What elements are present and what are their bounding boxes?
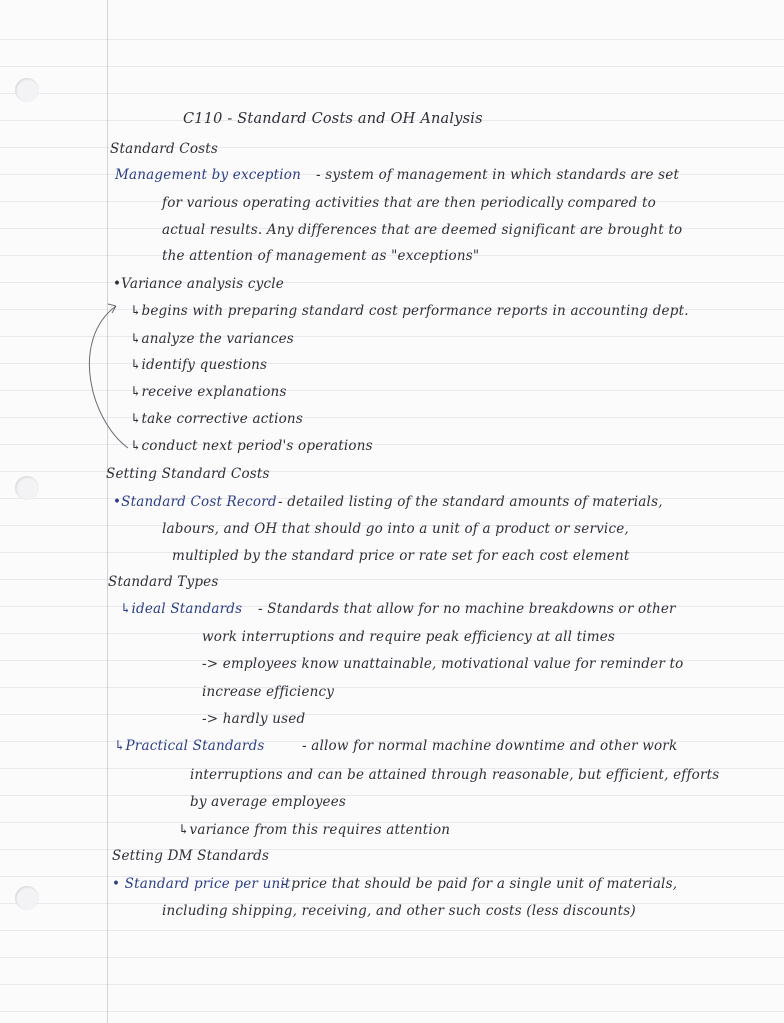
definition-line: - system of management in which standards are set [316,167,680,183]
cycle-step: ↳take corrective actions [130,411,303,427]
definition-line: by average employees [190,794,347,810]
definition-line: - detailed listing of the standard amounts of materials, [278,494,663,510]
term-standard-price-per-unit: • Standard price per unit [112,876,291,892]
definition-line: including shipping, receiving, and other such costs (less discounts) [162,903,636,919]
term-management-by-exception: Management by exception [115,167,301,183]
page-title: C110 - Standard Costs and OH Analysis [183,111,483,127]
heading-standard-types: Standard Types [108,574,219,590]
cycle-step: ↳begins with preparing standard cost performance reports in accounting dept. [130,303,689,319]
cycle-step: ↳identify questions [130,357,268,373]
definition-line: actual results. Any differences that are deemed significant are brought to [162,222,683,238]
definition-line: -> employees know unattainable, motivational value for reminder to [202,656,684,672]
definition-line: increase efficiency [202,684,335,700]
definition-line: work interruptions and require peak efficiency at all times [202,629,616,645]
term-practical-standards: ↳Practical Standards [114,738,265,754]
heading-setting-dm-standards: Setting DM Standards [112,848,270,864]
term-standard-cost-record: •Standard Cost Record [113,494,277,510]
term-ideal-standards: ↳ideal Standards [120,601,243,617]
definition-line: interruptions and can be attained through reasonable, but efficient, efforts [190,767,720,783]
bullet-variance-analysis-cycle: •Variance analysis cycle [113,276,284,292]
definition-line: labours, and OH that should go into a unit of a product or service, [162,521,629,537]
definition-line: for various operating activities that are then periodically compared to [162,195,656,211]
heading-standard-costs: Standard Costs [110,141,219,157]
definition-line: - price that should be paid for a single unit of materials, [282,876,678,892]
cycle-step: ↳analyze the variances [130,331,294,347]
definition-line: -> hardly used [202,711,306,727]
definition-line: ↳variance from this requires attention [178,822,451,838]
heading-setting-standard-costs: Setting Standard Costs [106,466,270,482]
definition-line: - Standards that allow for no machine breakdowns or other [258,601,676,617]
cycle-step: ↳conduct next period's operations [130,438,373,454]
cycle-step: ↳receive explanations [130,384,287,400]
definition-line: - allow for normal machine downtime and other work [302,738,678,754]
definition-line: multipled by the standard price or rate set for each cost element [172,548,630,564]
definition-line: the attention of management as "exceptions" [162,248,480,264]
